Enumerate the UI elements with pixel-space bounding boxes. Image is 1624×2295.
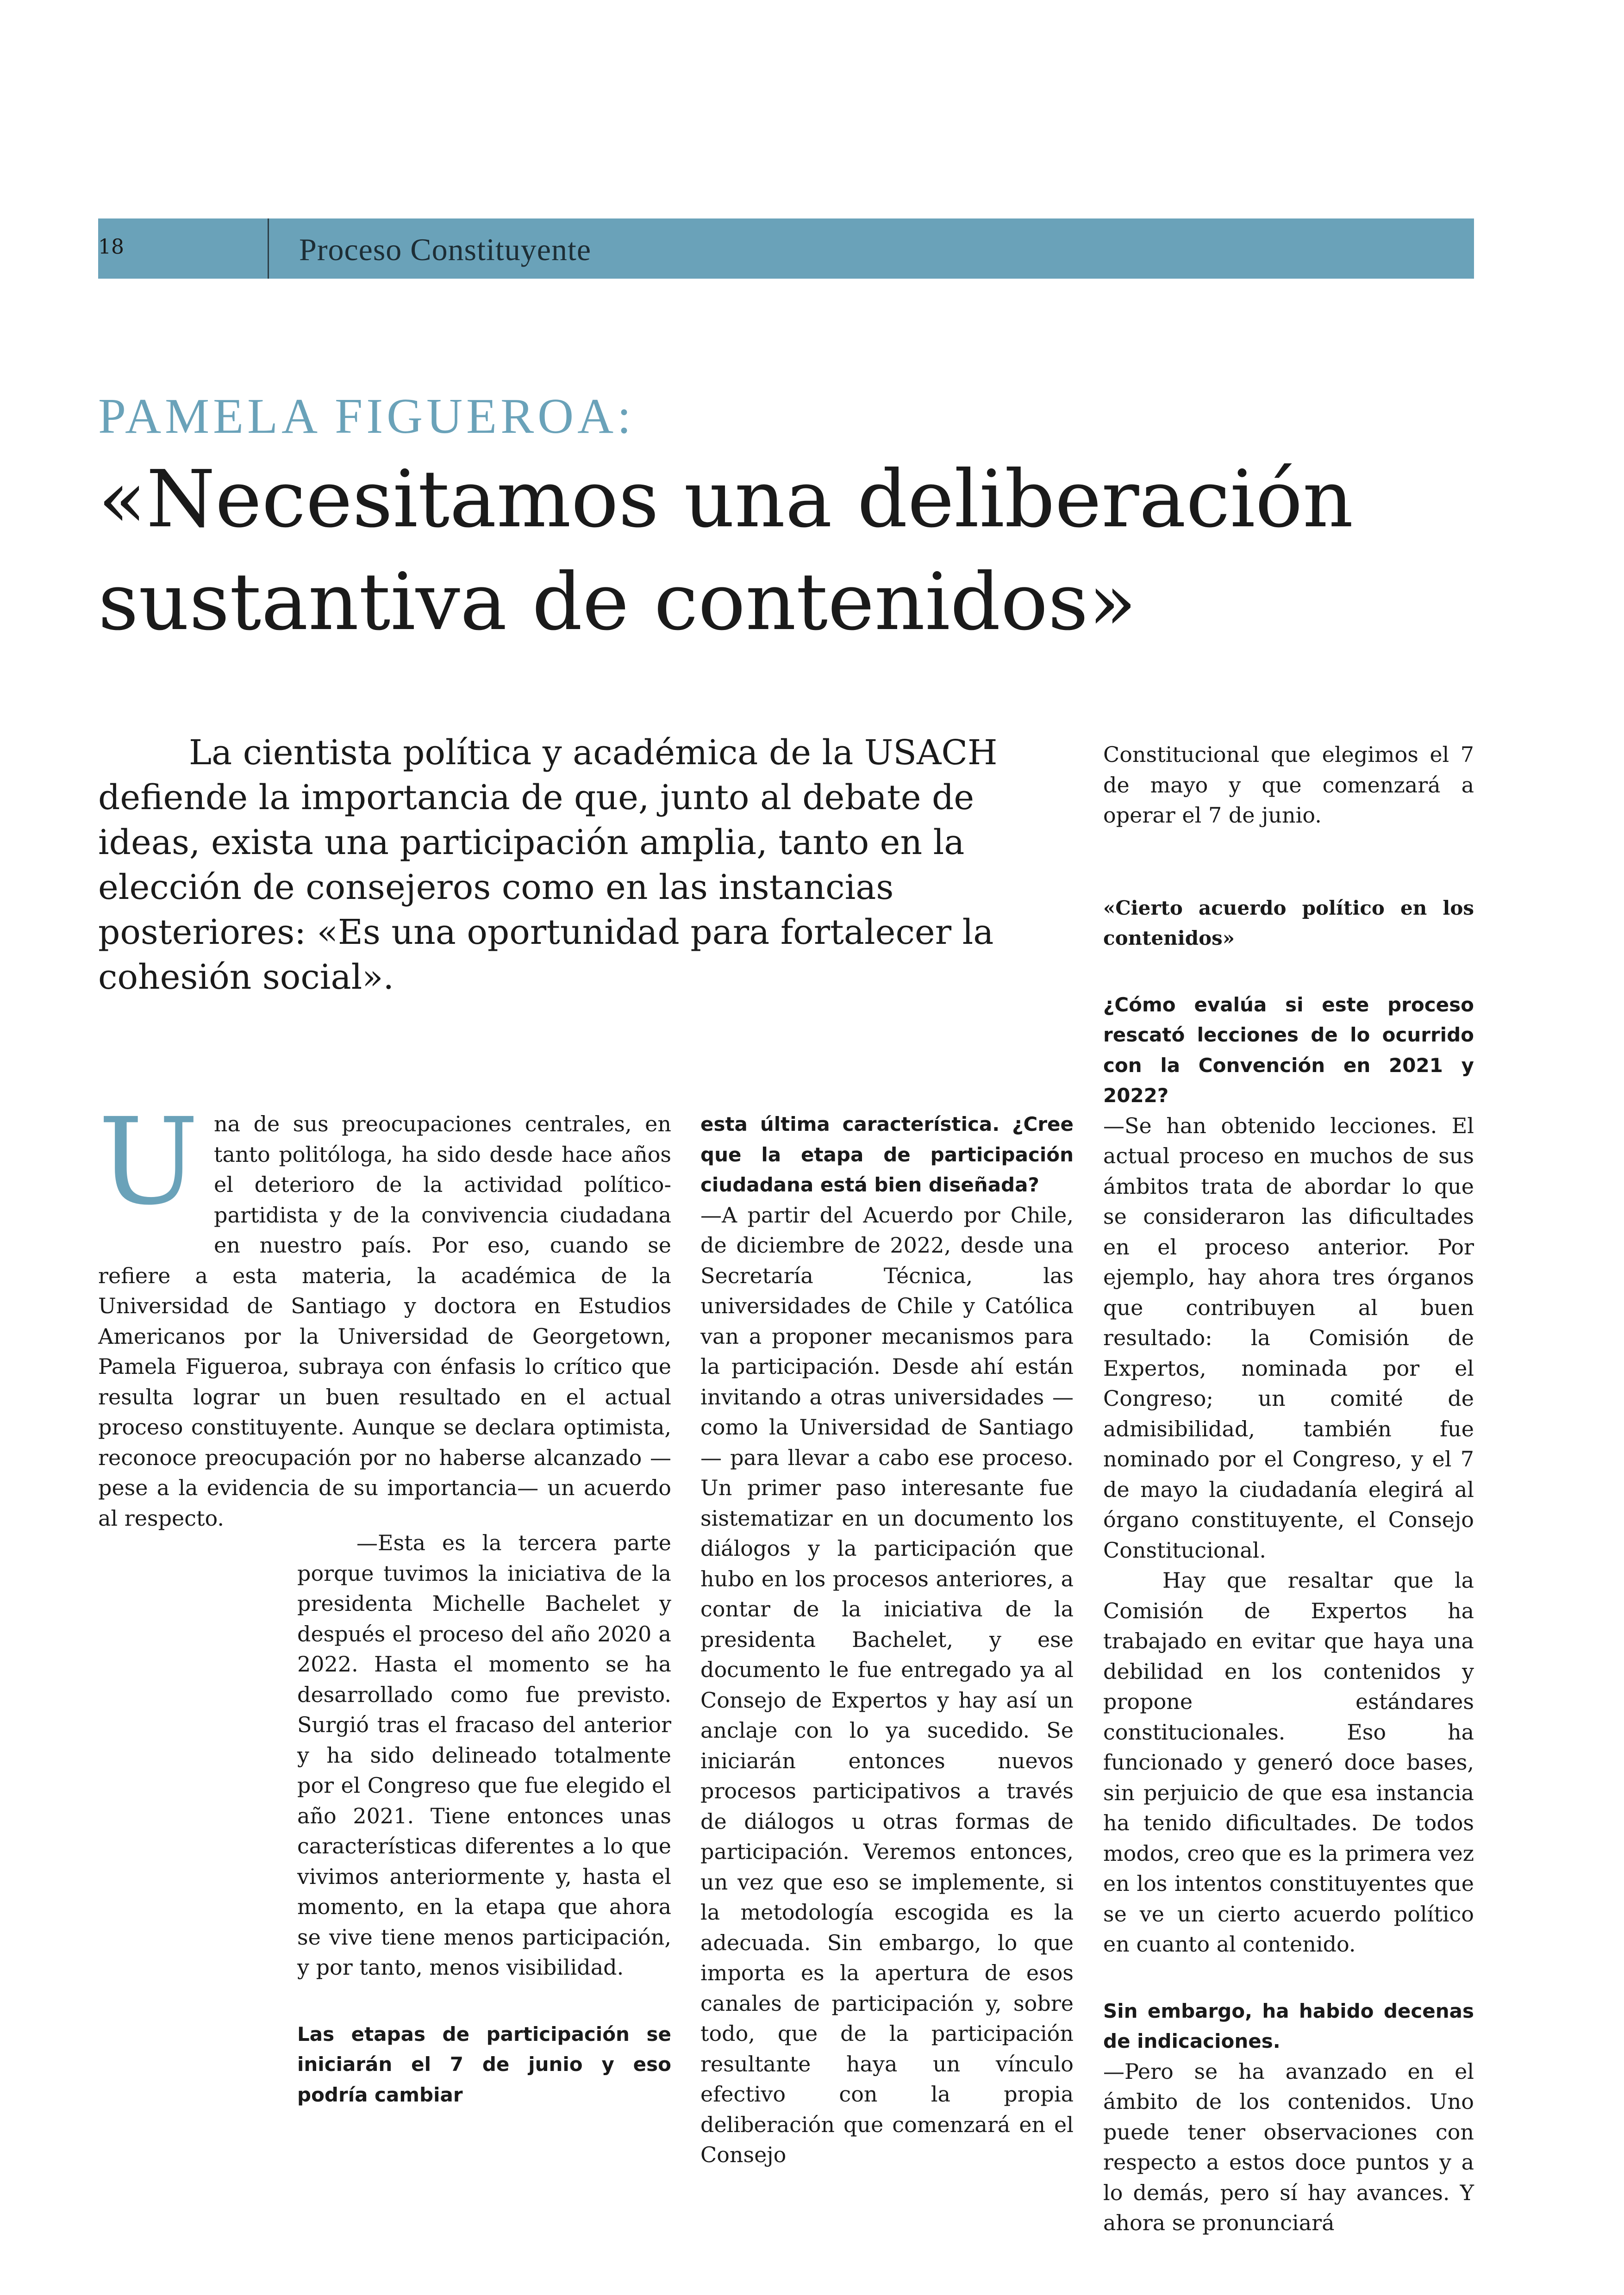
answer-paragraph: Hay que resaltar que la Comisión de Expertos ha trabajado en evitar que haya una debilidad en los contenidos y propone estándares constitucionales. Eso ha funcionado y generó doce bases, sin perjuicio de que esa instancia ha tenido dificultades. De todos modos, creo que es la primera vez en los intentos constituyentes que se ve un cierto acuerdo político en cuanto al contenido. (1103, 1568, 1474, 1957)
intro-paragraph: na de sus preocupaciones centrales, en tanto politóloga, ha sido desde hace años el deterioro de la actividad político-partidista y de la convivencia ciudadana en nuestro país. Por eso, cuando se refiere a esta materia, la académica de la Universidad de Santiago y doctora en Estudios Americanos por la Universidad de Georgetown, Pamela Figueroa, subraya con énfasis lo crítico que resulta lograr un buen resultado en el actual proceso constituyente. Aunque se declara optimista, reconoce preocupación por no haberse alcanzado —pese a la evidencia de su importancia— un acuerdo al respecto. (98, 1111, 671, 1531)
question-heading: ¿Cómo evalúa si este proceso rescató lecciones de lo ocurrido con la Convención en 2021 y 2022? (1103, 993, 1474, 1107)
page-number: 18 (98, 235, 124, 259)
column-1 (98, 1092, 671, 1534)
interviewee-kicker: PAMELA FIGUEROA: (98, 389, 635, 444)
column-2 (700, 1109, 1074, 2170)
answer-paragraph: Constitucional que elegimos el 7 de mayo y que comenzará a operar el 7 de junio. (1103, 742, 1474, 828)
header-divider (268, 218, 269, 279)
answer-paragraph: —A partir del Acuerdo por Chile, de diciembre de 2022, desde una Secretaría Técnica, las universidades de Chile y Católica van a proponer mecanismos para la participación. Desde ahí están invitando a otras universidades —como la Universidad de Santiago— para llevar a cabo ese proceso. Un primer paso interesante fue sistematizar en un documento los diálogos y la participación que hubo en los procesos anteriores, a contar de la iniciativa de la presidenta Bachelet, y ese documento le fue entregado ya al Consejo de Expertos y hay así un anclaje con lo ya sucedido. Se iniciarán entonces nuevos procesos participativos a través de diálogos u otras formas de participación. Veremos entonces, un vez que eso se implemente, si la metodología escogida es la adecuada. Sin embargo, lo que importa es la apertura de esos canales de participación y, sobre todo, que de la participación resultante haya un vínculo efectivo con la propia deliberación que comenzará en el Consejo (700, 1202, 1074, 2167)
question-heading: Las etapas de participación se iniciarán el 7 de junio y eso podría cambiar (297, 2022, 671, 2106)
column-1-lower (297, 1528, 671, 2110)
answer-paragraph: —Esta es la tercera parte porque tuvimos la iniciativa de la presidenta Michelle Bachelet y después el proceso del año 2020 a 2022. Hasta el momento se ha desarrollado como fue previsto. Surgió tras el fracaso del anterior y ha sido delineado totalmente por el Congreso que fue elegido el año 2021. Tiene entonces unas características diferentes a lo que vivimos anteriormente y, hasta el momento, en la etapa que ahora se vive tiene menos participación, y por tanto, menos visibilidad. (297, 1530, 671, 1980)
lead-paragraph: La cientista política y académica de la USACH defiende la importancia de que, junto al debate de ideas, exista una participación amplia, tanto en la elección de consejeros como en las instancias posteriores: «Es una oportunidad para fortalecer la cohesión social». (98, 733, 998, 997)
section-title: Proceso Constituyente (299, 232, 592, 267)
column-3 (1103, 740, 1474, 2239)
question-heading: esta última característica. ¿Cree que la etapa de participación ciudadana está bien diseñada? (700, 1113, 1074, 1196)
answer-paragraph: —Pero se ha avanzado en el ámbito de los contenidos. Uno puede tener observaciones con respecto a estos doce puntos y a lo demás, pero sí hay avances. Y ahora se pronunciará (1103, 2058, 1474, 2235)
headline: «Necesitamos una deliberación sustantiva de contenidos» (98, 454, 1354, 648)
question-heading: Sin embargo, ha habido decenas de indicaciones. (1103, 1999, 1474, 2052)
drop-cap: U (98, 1092, 199, 1231)
subheading: «Cierto acuerdo político en los contenidos» (1103, 896, 1474, 949)
answer-paragraph: —Se han obtenido lecciones. El actual proceso en muchos de sus ámbitos trata de abordar lo que se consideraron las dificultades en el proceso anterior. Por ejemplo, hay ahora tres órganos que contribuyen al buen resultado: la Comisión de Expertos, nominada por el Congreso; un comité de admisibilidad, también fue nominado por el Congreso, y el 7 de mayo la ciudadanía elegirá al órgano constituyente, el Consejo Constitucional. (1103, 1113, 1474, 1563)
